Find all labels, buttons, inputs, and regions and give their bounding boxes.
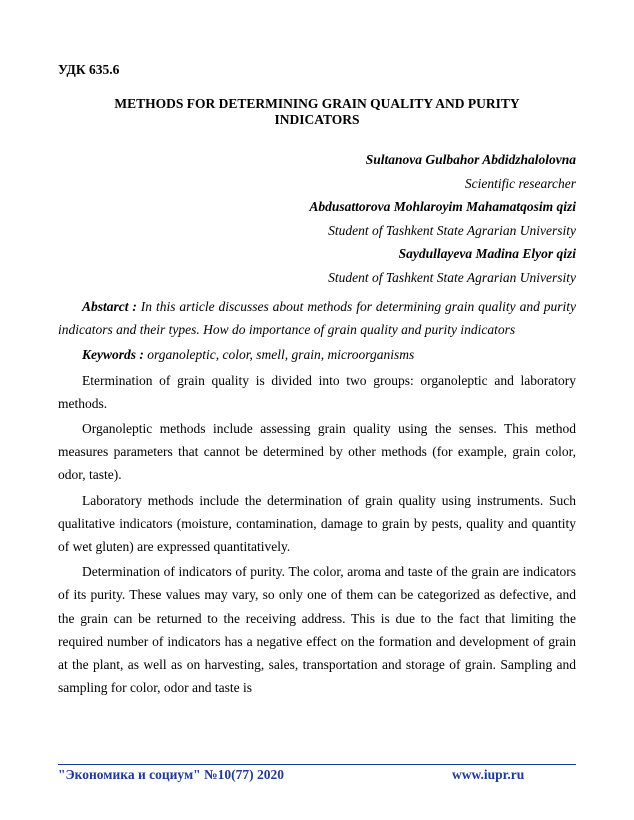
journal-name: "Экономика и социум" №10(77) 2020 [58, 767, 284, 782]
article-body [58, 295, 576, 701]
author-name: Saydullayeva Madina Elyor qizi [398, 246, 576, 261]
author-role: Student of Tashkent State Agrarian University [328, 222, 576, 238]
keywords-label: Keywords : [82, 347, 144, 363]
abstract-label: Abstarct : [82, 299, 137, 314]
footer-divider [58, 764, 576, 765]
body-paragraph: Etermination of grain quality is divided into two groups: organoleptic and laboratory methods. [58, 372, 576, 411]
body-paragraph: Determination of indicators of purity. The color, aroma and taste of the grain are indicators of its purity. These values may vary, so only one of them can be categorized as defective, and the grain can be returned to the receiving address. This is due to the fact that limiting the required number of indicators has a negative effect on the formation and development of grain at the plant, as well as on harvesting, sales, transportation and storage of grain. Sampling and sampling for color, odor and taste is [58, 564, 576, 696]
journal-website: www.iupr.ru [452, 767, 525, 782]
body-paragraph: Organoleptic methods include assessing grain quality using the senses. This method measures parameters that cannot be determined by other methods (for example, grain color, odor, taste). [58, 421, 576, 483]
udk-code: УДК 635.6 [58, 62, 120, 77]
author-name: Abdusattorova Mohlaroyim Mahamatqosim qizi [309, 199, 576, 214]
article-title: METHODS FOR DETERMINING GRAIN QUALITY AND PURITY INDICATORS [114, 96, 520, 127]
keywords-text: organoleptic, color, smell, grain, microorganisms [143, 347, 415, 363]
abstract-text: In this article discusses about methods for determining grain quality and purity indicators and their types. How do importance of grain quality and purity indicators [58, 299, 576, 338]
author-block [309, 148, 576, 289]
keywords [58, 343, 576, 366]
author-role: Scientific researcher [464, 175, 576, 191]
author-role: Student of Tashkent State Agrarian University [328, 269, 576, 285]
author-name: Sultanova Gulbahor Abdidzhalolovna [365, 152, 576, 167]
body-paragraph: Laboratory methods include the determination of grain quality using instruments. Such qualitative indicators (moisture, contamination, damage to grain by pests, quality and quantity of wet gluten) are expressed quantitatively. [58, 492, 576, 555]
abstract [58, 295, 576, 341]
